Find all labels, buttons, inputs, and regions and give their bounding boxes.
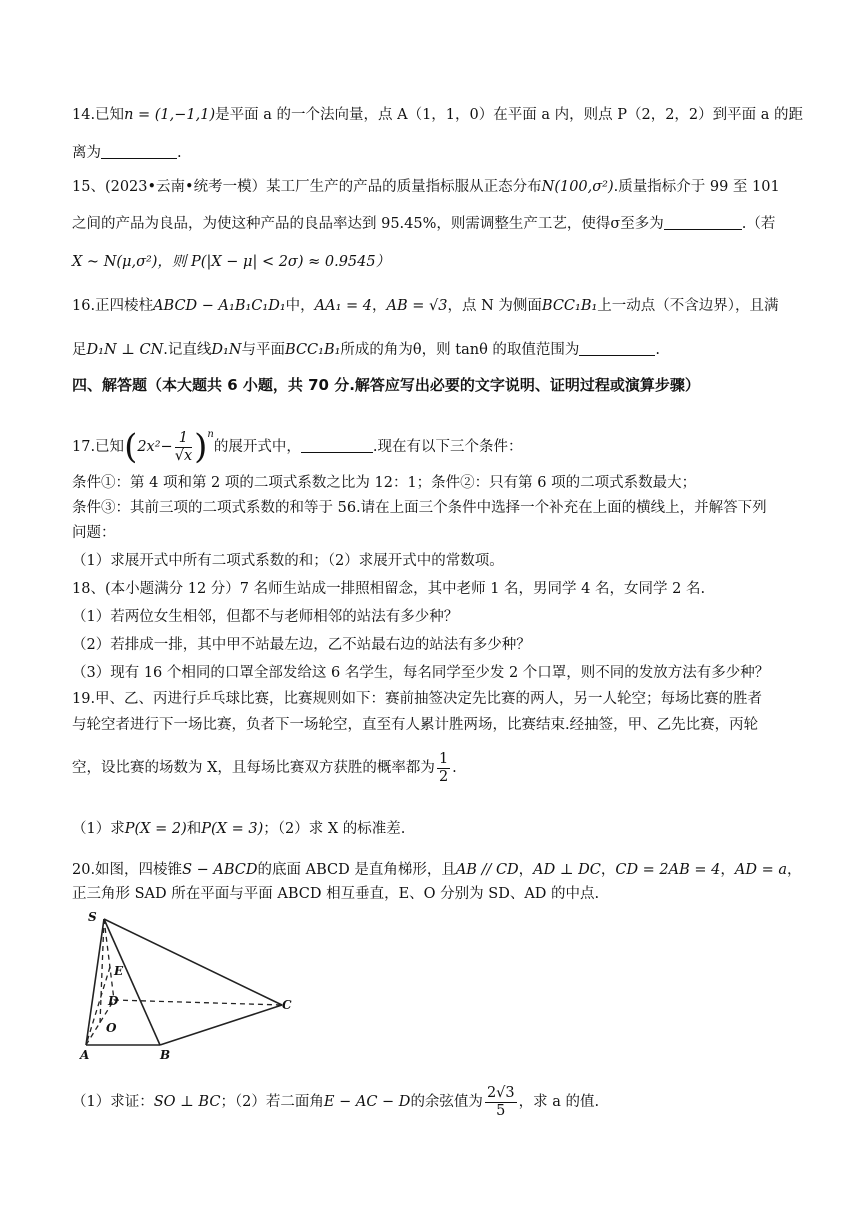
q20-parts-c: 的余弦值为 [410, 1094, 483, 1110]
q16-face2: BCC₁B₁ [285, 342, 341, 358]
q15-line1 [72, 177, 800, 197]
q16-line2-b: .记直线 [163, 342, 212, 358]
q20-cond2: AD ⊥ DC [533, 862, 601, 878]
q17-answer-blank[interactable] [301, 438, 373, 453]
q18-part3: （3）现有 16 个相同的口罩全部发给这 6 名学生，每名同学至少发 2 个口罩，则不同的发放方法有多少种？ [72, 665, 770, 681]
q20-parts-b: ；（2）若二面角 [220, 1094, 324, 1110]
q15-answer-blank[interactable] [664, 215, 742, 230]
q17-condition3: 条件③：其前三项的二项式系数的和等于 56.请在上面三个条件中选择一个补充在上面的横线上，并解答下列 [72, 500, 767, 516]
q16-answer-blank[interactable] [579, 341, 655, 356]
label-A: A [80, 1048, 90, 1062]
q20-cond4: AD = a [734, 862, 787, 878]
q20-c3: ， [720, 862, 735, 878]
q17-minus: − [160, 439, 173, 455]
q17-fraction [175, 430, 192, 465]
label-D: D [108, 994, 119, 1008]
q17-condition1: 条件①：第 4 项和第 2 项的二项式系数之比为 12：1；条件②：只有第 6 项的二项式系数最大； [72, 475, 697, 491]
q15-distribution: N(100,σ²) [541, 179, 614, 195]
q16-comma: ， [372, 298, 387, 314]
q16-d1n: D₁N [211, 342, 242, 358]
q17-prefix: 17.已知 [72, 439, 125, 455]
q16-line1-a: 16.正四棱柱 [72, 298, 154, 314]
q20-fraction [485, 1085, 517, 1120]
q19-line2: 与轮空者进行下一场比赛，负者下一场轮空，直至有人累计胜两场，比赛结束.经抽签，甲、乙先比赛，丙轮 [72, 717, 759, 733]
q17-post: 的展开式中， [213, 439, 301, 455]
q16-ab: AB = √3 [386, 298, 448, 314]
q20-cond3: CD = 2AB = 4 [615, 862, 721, 878]
q20-dihedral: E − AC − D [323, 1094, 411, 1110]
edge-BC [160, 1005, 282, 1045]
q20-frac-num: 2√3 [486, 1084, 515, 1101]
q16-face: BCC₁B₁ [541, 298, 598, 314]
q20-line1 [72, 860, 800, 880]
q14-text: 是平面 a 的一个法向量，点 A（1，1，0）在平面 a 内，则点 P（2，2，2）到平面 a 的距 [215, 107, 804, 123]
q15-line2-b: .（若 [741, 216, 776, 232]
edge-SC [104, 919, 282, 1005]
label-C: C [282, 998, 292, 1012]
q20-so-bc: SO ⊥ BC [153, 1094, 221, 1110]
q18-part2: （2）若排成一排，其中甲不站最左边，乙不站最右边的站法有多少种？ [72, 637, 531, 653]
q17-paren-close: ) [194, 427, 208, 467]
q20-parts-a: （1）求证： [72, 1094, 154, 1110]
q20-parts-d: ，求 a 的值. [518, 1094, 600, 1110]
q14-line2 [72, 143, 800, 163]
q20-parts [72, 1082, 800, 1126]
q14-line2-text: 离为 [72, 145, 101, 161]
q20-line2: 正三角形 SAD 所在平面与平面 ABCD 相互垂直，E、O 分别为 SD、AD 的中点. [72, 886, 600, 902]
q20-c4: ， [787, 862, 802, 878]
q17-frac-num: 1 [175, 430, 192, 448]
q19-line1: 19.甲、乙、丙进行乒乓球比赛，比赛规则如下：赛前抽签决定先比赛的两人，另一人轮空；每场比赛的胜者 [72, 691, 763, 707]
q16-aa1: AA₁ = 4 [314, 298, 373, 314]
q19-px2: P(X = 2) [124, 821, 187, 837]
q16-perp: D₁N ⊥ CN [86, 342, 164, 358]
q18-intro: 18、(本小题满分 12 分）7 名师生站成一排照相留念，其中老师 1 名，男同学 4 名，女同学 2 名. [72, 581, 706, 597]
q17-post2: .现在有以下三个条件： [372, 439, 523, 455]
q20-pyramid-figure [70, 905, 310, 1065]
q17-question: 问题： [72, 525, 116, 541]
edge-DC [114, 1000, 282, 1005]
q16-line1-b: 中， [285, 298, 315, 314]
q15-text-b: .质量指标介于 99 至 101 [613, 179, 780, 195]
label-O: O [106, 1021, 117, 1035]
q20-c2: ， [600, 862, 616, 878]
q19-and: 和 [186, 821, 202, 837]
q19-px3: P(X = 3) [201, 821, 264, 837]
q19-parts [72, 819, 800, 839]
q16-line1 [72, 296, 800, 316]
q15-line2 [72, 214, 800, 234]
q15-line2-a: 之间的产品为良品，为使这种产品的良品率达到 95.45%，则需调整生产工艺，使得σ至多为 [72, 216, 664, 232]
q16-line1-d: 上一动点（不含边界），且满 [597, 298, 779, 314]
label-B: B [160, 1048, 171, 1062]
q16-line2 [72, 340, 800, 360]
q14-normal-vector: n = (1,−1,1) [124, 107, 216, 123]
q17-frac-den: √x [174, 447, 193, 464]
q16-line2-c: 与平面 [241, 342, 286, 358]
q19-parts-b: ；（2）求 X 的标准差. [263, 821, 406, 837]
q17-line1 [72, 418, 800, 467]
q14-end: . [177, 145, 182, 161]
section-header: 四、解答题（本大题共 6 小题，共 70 分.解答应写出必要的文字说明、证明过程或演算步骤） [72, 376, 700, 394]
q15-line3: X ~ N(μ,σ²)，则 P(|X − μ| < 2σ) ≈ 0.9545） [72, 254, 391, 270]
q14-prefix: 14.已知 [72, 107, 125, 123]
q17-exponent: n [207, 429, 214, 440]
q20-pyramid: S − ABCD [182, 862, 258, 878]
q19-fraction [437, 751, 450, 786]
q20-line1-b: 的底面 ABCD 是直角梯形，且 [257, 862, 456, 878]
q19-parts-a: （1）求 [72, 821, 125, 837]
label-S: S [88, 910, 97, 924]
q20-line1-a: 20.如图，四棱锥 [72, 862, 183, 878]
q19-frac-num: 1 [438, 750, 449, 767]
q17-term-a: 2x² [137, 439, 161, 455]
q17-paren-open: ( [124, 427, 138, 467]
q16-prism: ABCD − A₁B₁C₁D₁ [153, 298, 286, 314]
q16-line1-c: ，点 N 为侧面 [447, 298, 542, 314]
q14-answer-blank[interactable] [101, 144, 177, 159]
q20-frac-den: 5 [496, 1102, 506, 1119]
q20-c1: ， [518, 862, 534, 878]
label-E: E [114, 964, 124, 978]
q19-line3-end: . [452, 760, 457, 776]
q16-line2-d: 所成的角为θ，则 tanθ 的取值范围为 [340, 342, 580, 358]
q19-frac-den: 2 [438, 768, 449, 785]
q15-text-a: 15、(2023•云南•统考一模）某工厂生产的产品的质量指标服从正态分布 [72, 179, 542, 195]
q16-line2-a: 足 [72, 342, 87, 358]
q20-cond1: AB // CD [455, 862, 519, 878]
q14-line1 [72, 105, 804, 125]
q19-line3-text: 空，设比赛的场数为 X，且每场比赛双方获胜的概率都为 [72, 760, 435, 776]
q17-parts: （1）求展开式中所有二项式系数的和；（2）求展开式中的常数项。 [72, 553, 504, 569]
q16-end: . [655, 342, 661, 358]
q18-part1: （1）若两位女生相邻，但都不与老师相邻的站法有多少种？ [72, 609, 459, 625]
q19-line3 [72, 748, 800, 792]
